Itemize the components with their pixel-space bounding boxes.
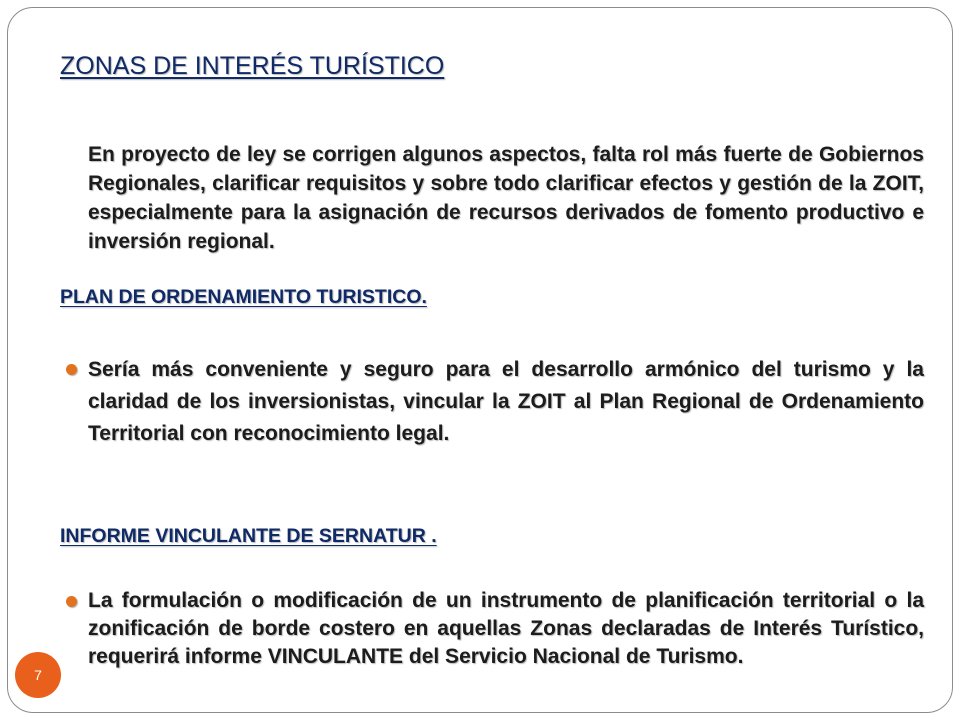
section-heading-informe: INFORME VINCULANTE DE SERNATUR . [60, 525, 437, 547]
bullet-item-informe [60, 587, 924, 671]
page-number-badge: 7 [15, 652, 61, 698]
bullet-item-plan [60, 354, 924, 450]
slide-title: ZONAS DE INTERÉS TURÍSTICO [60, 52, 445, 80]
section-heading-plan: PLAN DE ORDENAMIENTO TURISTICO. [60, 286, 427, 308]
bullet-dot-icon [66, 596, 77, 607]
bullet-text-plan: Sería más conveniente y seguro para el desarrollo armónico del turismo y la claridad de los inversionistas, vincular la ZOIT al Plan Regional de Ordenamiento Territorial con reconocimiento legal. [88, 358, 924, 445]
bullet-dot-icon [66, 364, 77, 375]
bullet-text-informe: La formulación o modificación de un instrumento de planificación territorial o la zonificación de borde costero en aquellas Zonas declaradas de Interés Turístico, requerirá informe VINCULANTE del Servicio Nacional de Turismo. [88, 589, 924, 668]
intro-paragraph: En proyecto de ley se corrigen algunos aspectos, falta rol más fuerte de Gobiernos Regionales, clarificar requisitos y sobre todo clarificar efectos y gestión de la ZOIT, especialmente para la asignación de recursos derivados de fomento productivo e inversión regional. [88, 143, 924, 253]
